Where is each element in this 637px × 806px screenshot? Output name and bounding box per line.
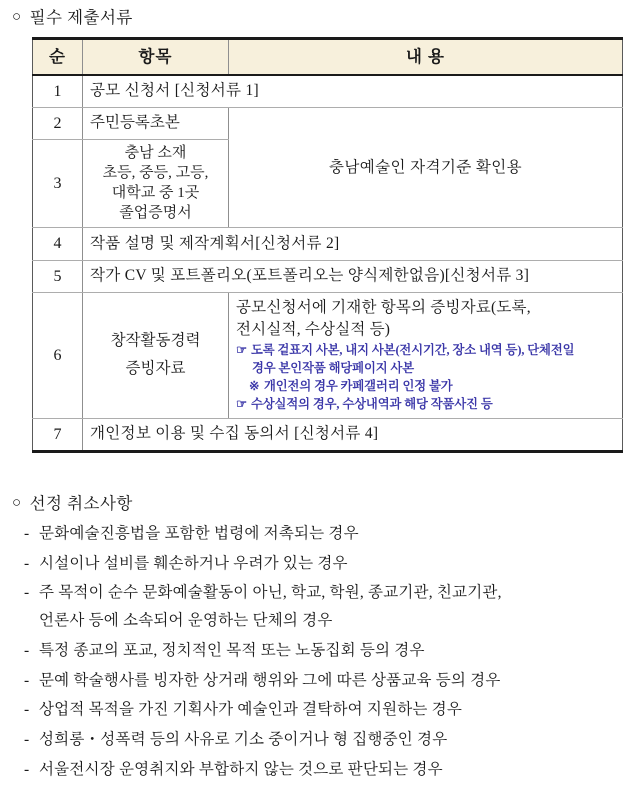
list-item xyxy=(24,671,630,691)
cell-no: 3 xyxy=(33,140,83,228)
dash-bullet-icon: - xyxy=(24,554,30,572)
table-row xyxy=(33,260,623,292)
cell-item-lines xyxy=(90,144,221,223)
list-item-text: 성희롱・성폭력 등의 사유로 기소 중이거나 형 집행중인 경우 xyxy=(39,730,448,748)
cell-item-line: 증빙자료 xyxy=(125,360,186,378)
pointing-hand-icon: ☞ xyxy=(236,396,247,411)
section-heading-label: 선정 취소사항 xyxy=(29,494,133,513)
content-sub-list xyxy=(236,342,615,413)
cell-item: 작가 CV 및 포트폴리오(포트폴리오는 양식제한없음)[신청서류 3] xyxy=(83,260,623,292)
dash-bullet-icon: - xyxy=(24,701,30,719)
cell-no: 7 xyxy=(33,418,83,451)
list-item-text: 문예 학술행사를 빙자한 상거래 행위와 그에 따른 상품교육 등의 경우 xyxy=(39,671,501,689)
column-header-content: 내 용 xyxy=(229,39,623,75)
sub-list-item-text xyxy=(251,342,615,378)
pointing-hand-icon: ☞ xyxy=(236,343,247,358)
sub-list-note xyxy=(236,378,615,396)
list-item xyxy=(24,730,630,750)
list-item-line: 언론사 등에 소속되어 운영하는 단체의 경우 xyxy=(39,612,333,630)
cell-item-line: 초등, 중등, 고등, xyxy=(102,165,209,182)
sub-list-item-text: 수상실적의 경우, 수상내역과 해당 작품사진 등 xyxy=(251,396,493,411)
content-main-lines xyxy=(236,297,615,340)
circle-bullet-icon: ○ xyxy=(12,495,22,511)
cell-content xyxy=(229,292,623,418)
column-header-no: 순 xyxy=(33,39,83,75)
cell-item-line: 충남 소재 xyxy=(124,145,187,162)
required-documents-table xyxy=(32,37,623,453)
dash-bullet-icon: - xyxy=(24,760,30,778)
reference-mark-icon: ※ xyxy=(249,378,260,393)
list-item xyxy=(24,700,630,720)
cell-item-line: 대학교 중 1곳 xyxy=(111,184,200,201)
cell-item-lines xyxy=(90,327,221,384)
cell-no: 1 xyxy=(33,75,83,108)
cell-item xyxy=(83,292,229,418)
table-row xyxy=(33,228,623,260)
cell-item: 개인정보 이용 및 수집 동의서 [신청서류 4] xyxy=(83,418,623,451)
section-heading-required-docs xyxy=(12,8,133,28)
list-item-line: 주 목적이 순수 문화예술활동이 아닌, 학교, 학원, 종교기관, 친교기관, xyxy=(39,584,502,602)
list-item-text xyxy=(39,583,630,631)
list-item xyxy=(24,583,630,631)
sub-list-item xyxy=(236,342,615,378)
cell-no: 4 xyxy=(33,228,83,260)
list-item-text: 상업적 목적을 가진 기획사가 예술인과 결탁하여 지원하는 경우 xyxy=(39,701,463,719)
list-item xyxy=(24,641,630,661)
cell-item xyxy=(83,140,229,228)
list-item-text: 시설이나 설비를 훼손하거나 우려가 있는 경우 xyxy=(39,554,348,572)
dash-bullet-icon: - xyxy=(24,584,30,602)
cell-item: 공모 신청서 [신청서류 1] xyxy=(83,75,623,108)
cell-item-line: 창작활동경력 xyxy=(110,331,201,349)
content-block xyxy=(236,297,615,414)
dash-bullet-icon: - xyxy=(24,525,30,542)
dash-bullet-icon: - xyxy=(24,671,30,689)
dash-bullet-icon: - xyxy=(24,730,30,748)
sub-list-note-text: 개인전의 경우 카페갤러리 인정 불가 xyxy=(264,378,453,393)
required-documents-table-wrap xyxy=(32,37,622,453)
circle-bullet-icon: ○ xyxy=(12,9,22,25)
table-row xyxy=(33,75,623,108)
cell-no: 2 xyxy=(33,108,83,140)
list-item xyxy=(24,554,630,574)
cell-item-line: 졸업증명서 xyxy=(119,204,192,221)
list-item-text: 특정 종교의 포교, 정치적인 목적 또는 노동집회 등의 경우 xyxy=(39,642,425,660)
table-row xyxy=(33,108,623,140)
cancellation-conditions-list xyxy=(24,524,630,789)
dash-bullet-icon: - xyxy=(24,642,30,660)
cell-content-merged: 충남예술인 자격기준 확인용 xyxy=(229,108,623,228)
list-item-text: 문화예술진흥법을 포함한 법령에 저촉되는 경우 xyxy=(39,525,359,542)
table-row xyxy=(33,292,623,418)
sub-list-item-continuation: 경우 본인작품 해당페이지 사본 xyxy=(252,361,415,376)
cell-item: 작품 설명 및 제작계획서[신청서류 2] xyxy=(83,228,623,260)
cell-no: 6 xyxy=(33,292,83,418)
cell-item: 주민등록초본 xyxy=(83,108,229,140)
list-item xyxy=(24,760,630,780)
column-header-item: 항목 xyxy=(83,39,229,75)
section-heading-cancellation xyxy=(12,494,133,514)
list-item xyxy=(24,524,630,544)
cell-no: 5 xyxy=(33,260,83,292)
sub-list-item xyxy=(236,396,615,414)
table-row xyxy=(33,418,623,451)
table-header-row xyxy=(33,39,623,75)
sub-list-item-line: 도록 겉표지 사본, 내지 사본(전시기간, 장소 내역 등), 단체전일 xyxy=(251,343,575,358)
list-item-text: 서울전시장 운영취지와 부합하지 않는 것으로 판단되는 경우 xyxy=(39,760,443,778)
content-main-line: 공모신청서에 기재한 항목의 증빙자료(도록, xyxy=(236,298,531,316)
content-main-line: 전시실적, 수상실적 등) xyxy=(236,320,391,338)
section-heading-label: 필수 제출서류 xyxy=(29,8,133,27)
